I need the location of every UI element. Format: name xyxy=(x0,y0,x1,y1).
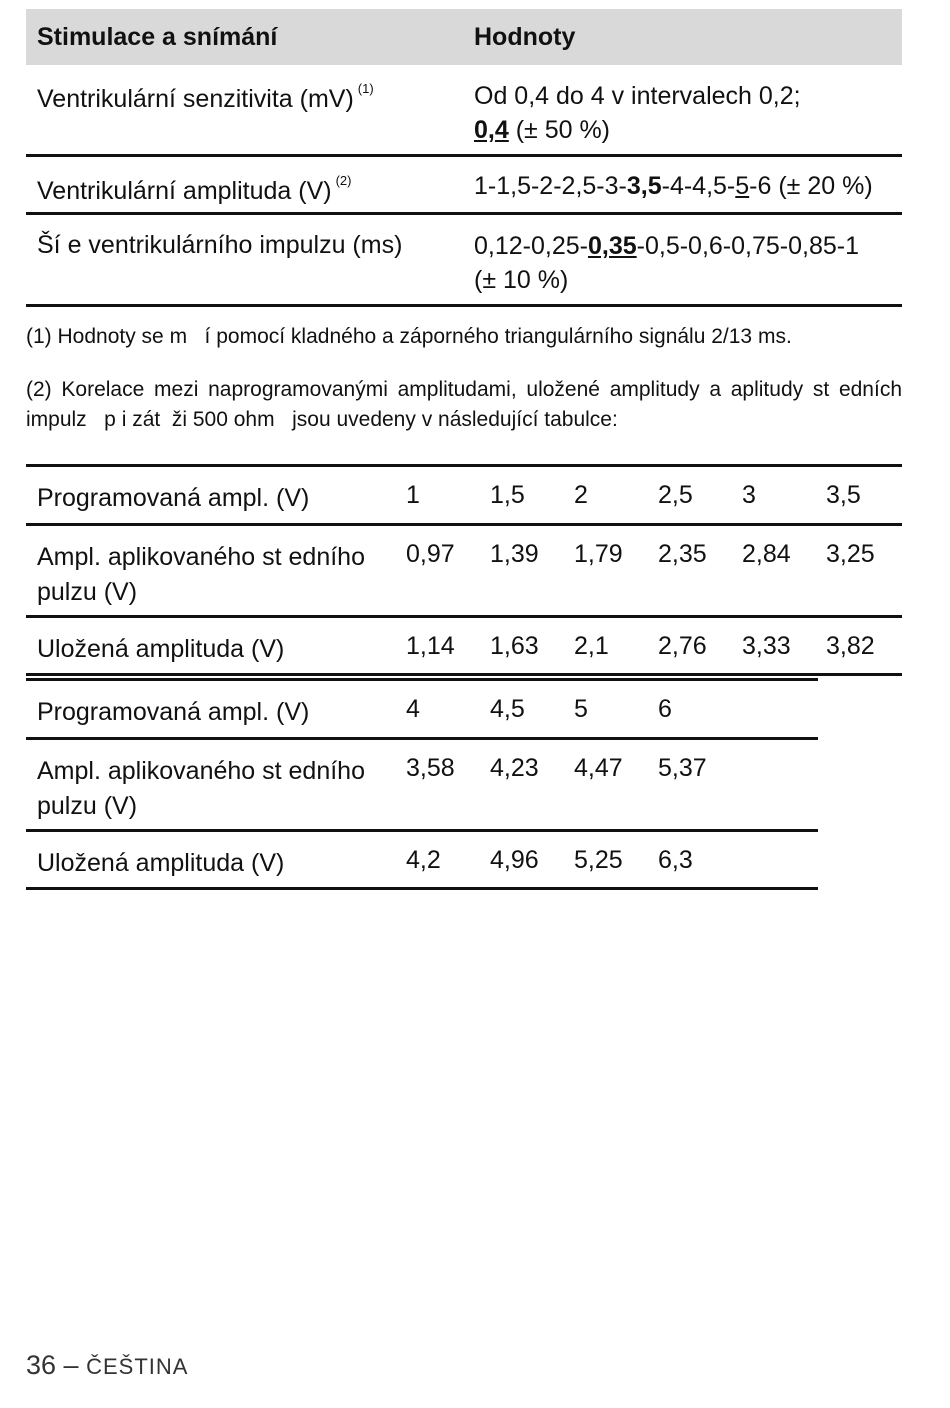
table-cell: 2 xyxy=(574,481,588,509)
table-cell: 4,23 xyxy=(490,754,539,782)
table-cell: 2,84 xyxy=(742,540,791,568)
row-label-applied: Ampl. aplikovaného st edního pulzu (V) xyxy=(37,757,365,820)
note-ref-2: (2) xyxy=(335,173,352,188)
table-cell: 4,2 xyxy=(406,846,441,874)
amplitude-values: 1-1,5-2-2,5-3-3,5-4-4,5-5-6 (± 20 %) xyxy=(474,172,873,200)
row-label-stored: Uložená amplituda (V) xyxy=(37,849,285,877)
table-cell: 1,14 xyxy=(406,632,455,660)
table-row xyxy=(26,467,902,526)
table-cell: 3 xyxy=(742,481,756,509)
table-cell: 4,5 xyxy=(490,695,525,723)
table-cell: 3,5 xyxy=(826,481,861,509)
amplitude-label: Ventrikulární amplituda (V) xyxy=(37,177,332,205)
row-label-stored: Uložená amplituda (V) xyxy=(37,635,285,663)
table-cell: 2,5 xyxy=(658,481,693,509)
row-label-programmed: Programovaná ampl. (V) xyxy=(37,698,310,726)
pulse-width-default: 0,35 xyxy=(587,232,637,260)
table-cell: 2,76 xyxy=(658,632,707,660)
sensitivity-label: Ventrikulární senzitivita (mV) xyxy=(37,85,354,113)
table-cell: 2,1 xyxy=(574,632,609,660)
table-cell: 3,58 xyxy=(406,754,455,782)
footnote-1: (1) Hodnoty se m í pomocí kladného a záporného triangulárního signálu 2/13 ms. xyxy=(26,325,792,348)
footnote-2: (2) Korelace mezi naprogramovanými amplitudami, uložené amplitudy a aplitudy st edních impulz p i zát ži 500 ohm jsou uvedeny v následující tabulce: xyxy=(26,378,908,431)
header-values: Hodnoty xyxy=(474,23,576,51)
table-cell: 6,3 xyxy=(658,846,693,874)
table-row xyxy=(26,681,818,740)
table-cell: 5,25 xyxy=(574,846,623,874)
spec-row-pulse-width xyxy=(26,215,902,307)
table-cell: 5 xyxy=(574,695,588,723)
table-cell: 0,97 xyxy=(406,540,455,568)
pulse-width-values: 0,12-0,25-0,35-0,5-0,6-0,75-0,85-1 xyxy=(474,232,859,260)
spec-row-sensitivity xyxy=(26,65,902,157)
correlation-table-2 xyxy=(26,678,818,890)
pulse-width-label: Ší e ventrikulárního impulzu (ms) xyxy=(37,231,403,259)
table-cell: 4,96 xyxy=(490,846,539,874)
table-cell: 4 xyxy=(406,695,420,723)
table-cell: 6 xyxy=(658,695,672,723)
page-number: 36 xyxy=(26,1350,57,1380)
table-cell: 1,39 xyxy=(490,540,539,568)
table-cell: 2,35 xyxy=(658,540,707,568)
amplitude-nominal: 3,5 xyxy=(626,172,662,200)
sensitivity-default: 0,4 xyxy=(474,116,509,144)
pulse-width-tolerance: (± 10 %) xyxy=(474,266,569,294)
footer-separator: – xyxy=(56,1350,87,1380)
table-row xyxy=(26,526,902,618)
table-cell: 5,37 xyxy=(658,754,707,782)
spec-table-header xyxy=(26,9,902,65)
header-stimulation: Stimulace a snímání xyxy=(37,23,278,51)
table-cell: 1,5 xyxy=(490,481,525,509)
correlation-table-1 xyxy=(26,464,902,676)
table-cell: 1 xyxy=(406,481,420,509)
note-ref-1: (1) xyxy=(357,81,374,96)
table-cell: 3,82 xyxy=(826,632,875,660)
stimulation-spec-table xyxy=(26,9,902,307)
table-cell: 1,63 xyxy=(490,632,539,660)
sensitivity-range: Od 0,4 do 4 v intervalech 0,2; xyxy=(474,82,801,110)
table-cell: 1,79 xyxy=(574,540,623,568)
table-cell: 4,47 xyxy=(574,754,623,782)
amplitude-default: 5 xyxy=(735,172,750,200)
table-row xyxy=(26,740,818,832)
table-row xyxy=(26,618,902,676)
row-label-programmed: Programovaná ampl. (V) xyxy=(37,484,310,512)
table-row xyxy=(26,832,818,890)
spec-row-amplitude xyxy=(26,157,902,215)
page-footer xyxy=(26,1350,188,1381)
row-label-applied: Ampl. aplikovaného st edního pulzu (V) xyxy=(37,543,365,606)
table-cell: 3,33 xyxy=(742,632,791,660)
sensitivity-tolerance: (± 50 %) xyxy=(508,116,611,144)
table-cell: 3,25 xyxy=(826,540,875,568)
footer-language: ČEŠTINA xyxy=(86,1354,189,1379)
